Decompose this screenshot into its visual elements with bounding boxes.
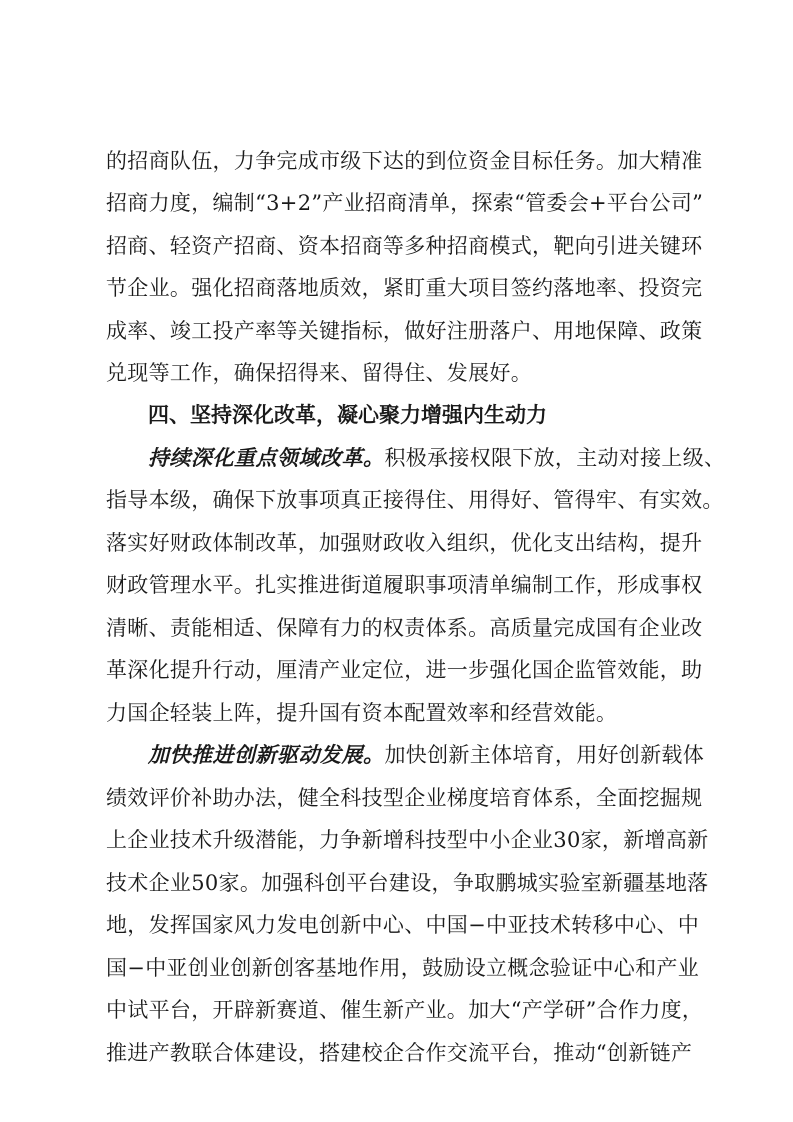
body-text-line: 的招商队伍，力争完成市级下达的到位资金目标任务。加大精准 (106, 149, 703, 173)
body-text-line: 招商、轻资产招商、资本招商等多种招商模式，靶向引进关键环 (106, 234, 703, 258)
body-text: 积极承接权限下放，主动对接上级、 (384, 446, 726, 470)
paragraph-lead: 加快推进创新驱动发展。 (148, 742, 385, 767)
body-text-line: 绩效评价补助办法，健全科技型企业梯度培育体系，全面挖掘规 (106, 786, 703, 810)
paragraph-lead: 持续深化重点领域改革。 (148, 445, 385, 470)
body-text-line: 地，发挥国家风力发电创新中心、中国−中亚技术转移中心、中 (106, 913, 699, 937)
section-heading: 四、坚持深化改革，凝心聚力增强内生动力 (148, 403, 547, 427)
paragraph-first-line (148, 443, 726, 473)
body-text-line: 革深化提升行动，厘清产业定位，进一步强化国企监管效能，助 (106, 658, 703, 682)
paragraph-first-line (148, 740, 704, 770)
body-text-line: 指导本级，确保下放事项真正接得住、用得好、管得牢、有实效。 (106, 488, 724, 512)
body-text-line: 节企业。强化招商落地质效，紧盯重大项目签约落地率、投资完 (106, 276, 703, 300)
body-text-line: 上企业技术升级潜能，力争新增科技型中小企业30家，新增高新 (106, 828, 709, 852)
body-text-line: 国−中亚创业创新创客基地作用，鼓励设立概念验证中心和产业 (106, 956, 699, 980)
body-text-line: 财政管理水平。扎实推进街道履职事项清单编制工作，形成事权 (106, 573, 703, 597)
body-text-line: 推进产教联合体建设，搭建校企合作交流平台，推动“创新链产 (106, 1041, 693, 1065)
body-text-line: 兑现等工作，确保招得来、留得住、发展好。 (106, 361, 532, 385)
body-text-line: 中试平台，开辟新赛道、催生新产业。加大“产学研”合作力度， (106, 998, 704, 1022)
body-text-line: 技术企业50家。加强科创平台建设，争取鹏城实验室新疆基地落 (106, 871, 709, 895)
body-text-line: 招商力度，编制“3+2”产业招商清单，探索“管委会+平台公司” (106, 191, 704, 215)
body-text: 加快创新主体培育，用好创新载体 (384, 743, 704, 767)
body-text-line: 清晰、责能相适、保障有力的权责体系。高质量完成国有企业改 (106, 616, 703, 640)
body-text-line: 力国企轻装上阵，提升国有资本配置效率和经营效能。 (106, 701, 618, 725)
body-text-line: 成率、竣工投产率等关键指标，做好注册落户、用地保障、政策 (106, 319, 703, 343)
body-text-line: 落实好财政体制改革，加强财政收入组织，优化支出结构，提升 (106, 531, 703, 555)
